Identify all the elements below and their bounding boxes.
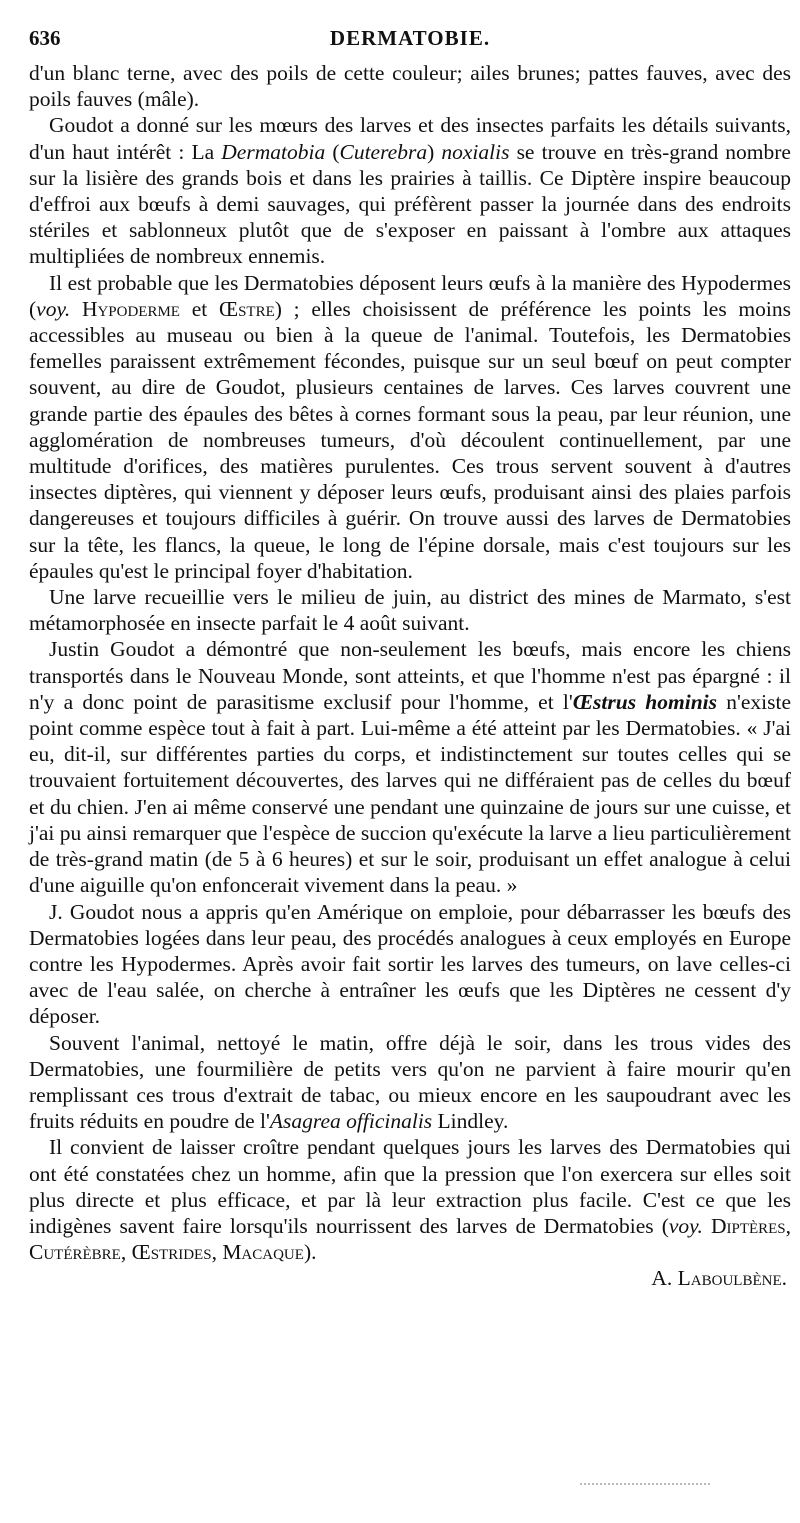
text-run: Il convient de laisser croître pendant quelques jours les larves des Dermatobies qui ont été constatées chez un homme, afin que la pression que l'on exercera sur elles soit plus directe et plus efficace, et par là leur extraction plus facile. C'est ce que les indigènes savent faire lorsqu'ils nourrissent des larves de Dermatobies (	[29, 1135, 791, 1238]
page-header	[29, 26, 791, 60]
text-run: (	[325, 139, 340, 164]
text-run: se trouve en très-grand nombre sur la lisière des grands bois et dans les prairies à taillis. Ce Diptère inspire beaucoup d'effroi aux bœufs à demi sauvages, qui préfèrent passer la journée dans des endroits stériles et sablonneux plutôt que de s'exposer en paissant à l'ombre aux attaques multipliées de nombreux ennemis.	[29, 139, 791, 269]
paragraph	[29, 584, 791, 636]
print-smudge	[580, 1483, 710, 1488]
text-run: Goudot a donné sur les mœurs des larves et des insectes parfaits les détails suivants, d'un haut intérêt : La	[29, 113, 791, 164]
cross-reference: Diptères	[710, 1213, 786, 1238]
text-run: ) ; elles choisissent de préférence les points les moins accessibles au museau ou bien à la queue de l'animal. Toutefois, les Dermatobies femelles paraissent extrêmement fécondes, puisque sur un seul bœuf on peut compter souvent, au dire de Goudot, plusieurs centaines de larves. Ces larves couvrent une grande partie des épaules des bêtes à cornes formant sous la peau, par leur réunion, une agglomération de nombreuses tumeurs, d'où découlent continuellement, par une multitude d'orifices, des matières purulentes. Ces trous servent souvent à d'autres insectes diptères, qui viennent y déposer leurs œufs, produisant ainsi des plaies parfois dangereuses et toujours difficiles à guérir. On trouve aussi des larves de Dermatobies sur la tête, les flancs, la queue, le long de l'épine dorsale, mais c'est toujours sur les épaules qu'est le principal foyer d'habitation.	[29, 296, 791, 583]
italic-term: voy.	[668, 1213, 703, 1238]
paragraph	[29, 112, 791, 269]
text-run: Une larve recueillie vers le milieu de juin, au district des mines de Marmato, s'est métamorphosée en insecte parfait le 4 août suivant.	[29, 585, 791, 636]
italic-term: noxialis	[441, 139, 510, 164]
text-run: n'existe point comme espèce tout à fait à part. Lui-même a été atteint par les Dermatobies. « J'ai eu, dit-il, sur différentes parties du corps, et indistinctement sur toutes celles qui se trouvaient fortuitement découvertes, des larves qui ne différaient pas de celles du bœuf et du chien. J'en ai même conservé une pendant une quinzaine de jours sur une cuisse, et j'ai pu ainsi remarquer que l'espèce de succion qu'exécute la larve a lieu particulièrement de très-grand matin (de 5 à 6 heures) et sur le soir, produisant un effet analogue à celui d'une aiguille qu'on enfoncerait vivement dans la peau. »	[29, 689, 791, 898]
text-run: Justin Goudot a démontré que non-seulement les bœufs, mais encore les chiens transportés dans le Nouveau Monde, sont atteints, et que l'homme n'est pas épargné : il n'y a donc point de parasitisme exclusif pour l'homme, et l'	[29, 637, 791, 714]
text-run: et	[179, 296, 219, 321]
author-signature: A. Laboulbène.	[651, 1266, 787, 1291]
cross-reference: Cutérèbre	[29, 1240, 121, 1265]
cross-reference: Hypoderme	[81, 296, 180, 321]
text-run: Il est probable que les Dermatobies déposent leurs œufs à la manière des Hypodermes (	[29, 270, 791, 321]
text-run: ).	[303, 1240, 317, 1265]
italic-term: Dermatobia	[221, 139, 326, 164]
italic-term: voy.	[36, 296, 71, 321]
text-run	[70, 297, 82, 321]
italic-term: Cuterebra	[339, 139, 428, 164]
text-run: J. Goudot nous a appris qu'en Amérique on emploie, pour débarrasser les bœufs des Dermatobies logées dans leur peau, des procédés analogues à ceux employés en Europe contre les Hypodermes. Après avoir fait sortir les larves des tumeurs, on lave celles-ci avec de l'eau salée, on cherche à entraîner les œufs que les Diptères ne cessent d'y déposer.	[29, 899, 791, 1029]
text-run: Lindley.	[432, 1109, 509, 1134]
page	[29, 26, 791, 1292]
cross-reference: Œstre	[218, 296, 275, 321]
text-run: ,	[785, 1213, 792, 1238]
paragraph	[29, 270, 791, 584]
paragraph	[29, 899, 791, 1030]
cross-reference: Œstrides	[131, 1240, 212, 1265]
paragraph	[29, 636, 791, 898]
paragraph	[29, 1134, 791, 1265]
species-name: Œstrus hominis	[572, 689, 718, 714]
text-run: )	[427, 139, 442, 164]
text-run: ,	[120, 1240, 132, 1265]
page-number: 636	[29, 26, 61, 50]
article-body	[29, 60, 791, 1265]
paragraph	[29, 1030, 791, 1135]
paragraph	[29, 60, 791, 112]
text-run: Souvent l'animal, nettoyé le matin, offre déjà le soir, dans les trous vides des Dermatobies, une fourmilière de petits vers qu'on ne parvient à faire mourir qu'en remplissant ces trous d'extrait de tabac, ou mieux encore en les saupoudrant avec les fruits réduits en poudre de l'	[29, 1030, 791, 1134]
text-run	[703, 1214, 711, 1238]
running-title: DERMATOBIE.	[329, 26, 491, 50]
text-run: d'un blanc terne, avec des poils de cette couleur; ailes brunes; pattes fauves, avec des poils fauves (mâle).	[29, 61, 791, 112]
italic-term: Asagrea officinalis	[269, 1109, 433, 1134]
text-run: ,	[211, 1240, 223, 1265]
cross-reference: Macaque	[222, 1240, 304, 1265]
